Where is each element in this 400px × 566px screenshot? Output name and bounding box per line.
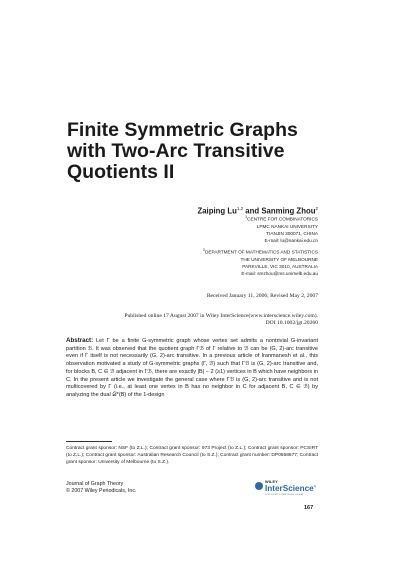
funding-footnote: Contract grant sponsor: NSF (to Z.L.); Contract grant sponsor: 973 Project (to Z.L.); Contract grant sponsor: PCSIRT (to Z.L.); Contract grant sponsor: Australian Research Council (to S.Z.); Contract grant number: DP0558677; Contract grant sponsor: University of Melbourne (to S.Z.). xyxy=(66,446,318,465)
logo-name-text: InterScience xyxy=(265,484,314,493)
abstract xyxy=(66,337,318,400)
affiliation-2-email: E-mail: smzhou@ms.unimelb.edu.au xyxy=(241,271,318,277)
affiliation-1-line-2: LPMC NANKAI UNIVERSITY xyxy=(256,223,318,229)
affiliation-1 xyxy=(118,214,318,244)
interscience-globe-icon xyxy=(255,482,263,490)
footnote-rule xyxy=(66,441,112,442)
copyright-line: © 2007 Wiley Periodicals, Inc. xyxy=(66,488,137,495)
logo-name xyxy=(265,484,316,493)
logo-tagline: DISCOVER SOMETHING GREAT xyxy=(265,494,304,496)
published-online-line: Published online 17 August 2007 in Wiley InterScience(www.interscience.wiley.com). xyxy=(124,313,318,319)
author-2-name: Sanming Zhou xyxy=(261,206,316,216)
author-connector: and xyxy=(245,206,260,216)
affiliation-2-marker: 2 xyxy=(203,248,206,252)
abstract-label: Abstract: xyxy=(66,337,94,344)
affiliation-2-line-2: THE UNIVERSITY OF MELBOURNE xyxy=(240,256,318,262)
affiliation-1-email: E-mail: lu@nankai.edu.cn xyxy=(264,238,318,244)
affiliation-1-line-3: TIANJIN 300071, CHINA xyxy=(266,230,318,236)
logo-registered-mark: ® xyxy=(313,484,316,489)
affiliation-1-line-1: CENTRE FOR COMBINATORICS xyxy=(247,216,318,222)
affiliation-2-line-1: DEPARTMENT OF MATHEMATICS AND STATISTICS xyxy=(205,249,318,255)
affiliation-2 xyxy=(118,247,318,277)
affiliation-1-marker: 1 xyxy=(245,215,248,219)
logo-publisher: WILEY xyxy=(265,480,279,484)
abstract-text: Let Γ be a finite G-symmetric graph whose vertex set admits a nontrivial G-invariant partition ℬ. It was observed that the quotient graph Γℬ of Γ relative to ℬ can be (G, 2)-arc transitive even if Γ itself is not necessarily (G, 2)-arc transitive. In a previous article of Iranmanesh et al., this observation motivated a study of G-symmetric graphs (Γ, ℬ) such that Γℬ is (G, 2)-arc transitive and, for blocks B, C ∈ ℬ adjacent in Γℬ, there are exactly |B| − 2 (≥1) vertices in B which have neighbors in C. In the present article we investigate the general case where Γℬ is (G, 2)-arc transitive and is not multicovered by Γ (i.e., at least one vertex in B has no neighbor in C for adjacent B, C ∈ ℬ) by analyzing the dual 𝒟*(B) of the 1-design xyxy=(66,338,318,398)
author-1-affiliation-marker: 1,2 xyxy=(236,206,244,211)
author-1-name: Zaiping Lu xyxy=(197,206,237,216)
title-line-2: with Two-Arc Transitive xyxy=(67,140,285,162)
author-2-affiliation-marker: 2 xyxy=(315,206,318,211)
wiley-interscience-logo xyxy=(255,479,318,499)
journal-name: Journal of Graph Theory xyxy=(66,481,124,487)
page-number: 167 xyxy=(304,505,314,511)
received-dates: Received January 11, 2006; Revised May 2, 2007 xyxy=(206,293,318,299)
article-title xyxy=(67,120,367,183)
publication-info xyxy=(66,313,318,327)
title-line-1: Finite Symmetric Graphs xyxy=(67,119,298,141)
title-line-3: Quotients II xyxy=(67,161,175,183)
doi-line: DOI 10.1002/jgt.20260 xyxy=(265,320,318,327)
affiliation-2-line-3: PARKVILLE, VIC 3010, AUSTRALIA xyxy=(242,263,318,269)
journal-info xyxy=(66,481,136,495)
